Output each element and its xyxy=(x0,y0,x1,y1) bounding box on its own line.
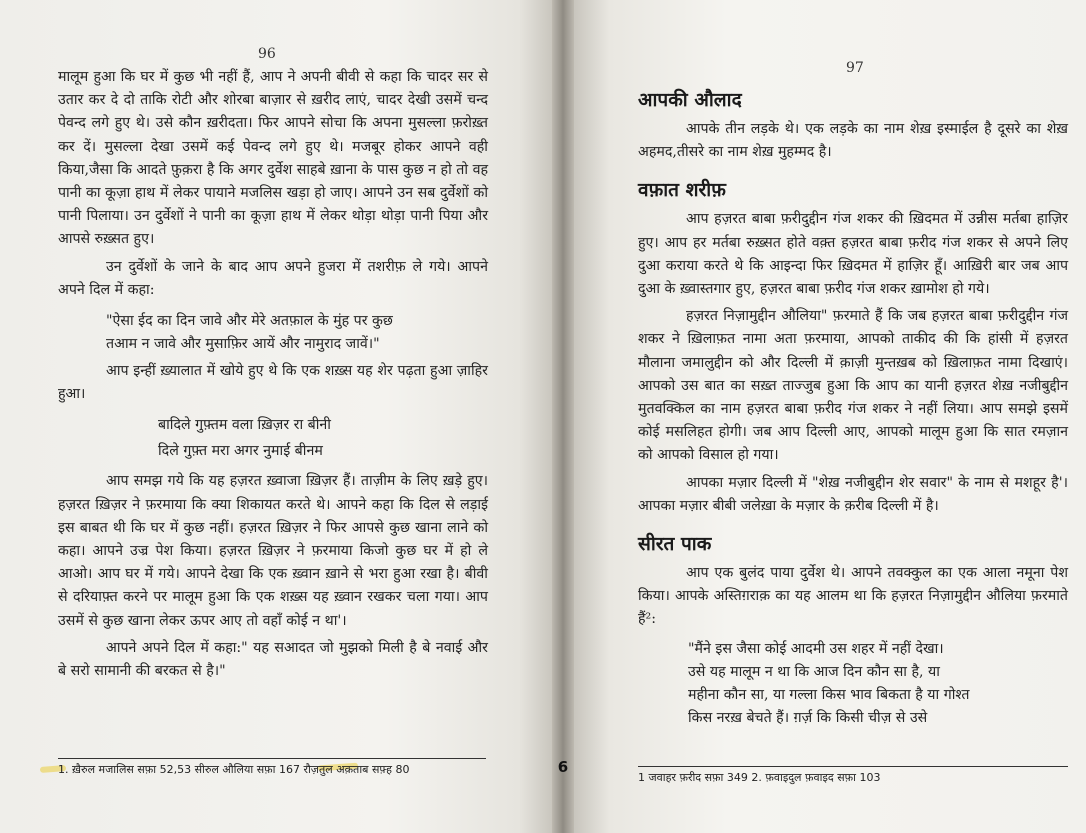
left-quote xyxy=(58,310,488,356)
death-paragraph-2: हज़रत निज़ामुद्दीन औलिया" फ़रमाते हैं कि जब हज़रत बाबा फ़रीदुद्दीन गंज शकर ने ख़िलाफ़त नामा अता फ़रमाया, आपको ताकीद की कि हांसी में हज़रत मौलाना जमालुद्दीन को और दिल्ली में क़ाज़ी मुन्तख़ब को ख़िलाफ़त नामा दिखाएं। आपको उस बात का सख़्त ताज्जुब हुआ कि आप का यानी हज़रत शेख़ नजीबुद्दीन मुतवक्किल का नाम हज़रत बाबा फ़रीद गंज शकर ने नहीं लिया। आप समझे इसमें कोई मसलिहत होगी। जब आप दिल्ली आए, आपको मालूम हुआ कि सात रमज़ान को आपको विसाल हो गया। xyxy=(638,308,1068,464)
section-heading-children: आपकी औलाद xyxy=(638,89,742,111)
left-quote-line: "ऐसा ईद का दिन जावे और मेरे अतफ़ाल के मुंह पर कुछ xyxy=(106,313,393,330)
section-heading-death: वफ़ात शरीफ़ xyxy=(638,179,726,202)
left-page-number: 96 xyxy=(258,46,276,62)
right-quote-line: किस नरख़ बेचते हैं। ग़र्ज़ कि किसी चीज़ से उसे xyxy=(688,709,928,726)
left-page-body xyxy=(58,66,488,683)
left-footnote-rule xyxy=(58,758,486,759)
right-quote-line: उसे यह मालूम न था कि आज दिन कौन सा है, या xyxy=(688,663,940,680)
signature-mark: 6 xyxy=(557,758,569,776)
death-paragraph-3: आपका मज़ार दिल्ली में "शेख़ नजीबुद्दीन शेर सवार" के नाम से मशहूर है'। आपका मज़ार बीबी जलेख़ा के मज़ार के क़रीब दिल्ली में है। xyxy=(638,474,1068,514)
section-heading-character: सीरत पाक xyxy=(638,533,712,556)
right-page-number: 97 xyxy=(846,60,864,76)
left-paragraph-3: आप समझ गये कि यह हज़रत ख़्वाजा ख़िज़र हैं। ताज़ीम के लिए ख़ड़े हुए। हज़रत ख़िज़र ने फ़रमाया कि क्या शिकायत करते थे। आपने कहा कि दिल से लड़ाई इस बाबत थी कि घर में कुछ नहीं। हज़रत ख़िज़र ने फिर आपसे कुछ खाना लाने को कहा। आपने उज्र पेश किया। हज़रत ख़िज़र ने फ़रमाया किजो कुछ घर में हो ले आओ। आप घर में गये। आपने देखा कि एक ख़्वान ख़ाने से भरा हुआ रखा है। बीवी से दरियाफ़्त करने पर मालूम हुआ कि एक शख़्स यह ख़्वान रखकर चला गया। आप उसमें से कुछ खाना लेकर ऊपर आए तो वहाँ कोई न था'। xyxy=(58,473,488,629)
children-paragraph: आपके तीन लड़के थे। एक लड़के का नाम शेख़ इस्माईल है दूसरे का शेख़ अहमद,तीसरे का नाम शेख़ मुहम्मद है। xyxy=(638,121,1068,161)
left-quote-line: तआम न जावे और मुसाफ़िर आयें और नामुराद जावें।" xyxy=(106,336,380,353)
left-paragraph-1: मालूम हुआ कि घर में कुछ भी नहीं हैं, आप ने अपनी बीवी से कहा कि चादर सर से उतार कर दे दो ताकि रोटी और शोरबा बाज़ार से ख़रीद लाएं, चादर देखी उसमें चन्द पेवन्द लगे हुए थे। उसे कौन ख़रीदता। फिर आपने सोचा कि अपना मुसल्ला फ़रोख़्त कर दें। मुसल्ला देखा उसमें कई पेवन्द लगे हुए थे। मजबूर होकर आपने वही किया,जैसा कि आदते फ़ुक़रा है कि अगर दुर्वेश साहबे ख़ाना के पास कुछ न हो तो वह पानी का कूज़ा हाथ में लेकर पायाने मजलिस खड़ा हो जाए। आपने उन सब दुर्वेशों को पानी पिलाया। उन दुर्वेशों ने पानी का कूज़ा हाथ में लेकर थोड़ा थोड़ा पानी पिया और आपसे रुख़्सत हुए। xyxy=(58,69,488,248)
left-footnote: 1. ख़ैरुल मजालिस सफ़ा 52,53 सीरुल औलिया सफ़ा 167 रौज़तुल अक़ताब सफ़्ह 80 xyxy=(58,763,410,776)
right-page xyxy=(574,0,1086,833)
book-gutter xyxy=(552,0,574,833)
right-quote-line: "मैंने इस जैसा कोई आदमी उस शहर में नहीं देखा। xyxy=(688,640,944,657)
death-paragraph-1: आप हज़रत बाबा फ़रीदुद्दीन गंज शकर की ख़िदमत में उन्नीस मर्तबा हाज़िर हुए। आप हर मर्तबा रुख़्सत होते वक़्त हज़रत बाबा फ़रीद गंज शकर से अपने लिए दुआ कराया करते थे कि आइन्दा फिर ख़िदमत में हाज़िर हूँ। आख़िरी बार जब आप दुआ के ख़्वास्तगार हुए, हज़रत बाबा फ़रीद गंज शकर ख़ामोश हो गये। xyxy=(638,211,1068,298)
character-paragraph: आप एक बुलंद पाया दुर्वेश थे। आपने तवक्कुल का एक आला नमूना पेश किया। आपके अस्तिग़राक़ का यह आलम था कि हज़रत निज़ामुद्दीन औलिया फ़रमाते हैं²: xyxy=(638,565,1068,628)
right-footnote: 1 जवाहर फ़रीद सफ़ा 349 2. फ़वाइदुल फ़वाइद सफ़ा 103 xyxy=(638,771,881,784)
couplet-line: बादिले गुफ़्तम वला ख़िज़र रा बीनी xyxy=(158,417,331,434)
left-paragraph-after-quote: आप इन्हीं ख़्यालात में खोये हुए थे कि एक शख़्स यह शेर पढ़ता हुआ ज़ाहिर हुआ। xyxy=(58,363,488,403)
right-footnote-rule xyxy=(638,766,1068,767)
couplet-line: दिले गुफ़्त मरा अगर नुमाई बीनम xyxy=(158,443,323,460)
right-quote xyxy=(638,638,1068,730)
persian-couplet xyxy=(58,412,488,464)
left-paragraph-2: उन दुर्वेशों के जाने के बाद आप अपने हुजरा में तशरीफ़ ले गये। आपने अपने दिल में कहा: xyxy=(58,258,488,298)
left-paragraph-4: आपने अपने दिल में कहा:" यह सआदत जो मुझको मिली है बे नवाई और बे सरो सामानी की बरकत से है।" xyxy=(58,639,488,680)
right-page-body xyxy=(638,84,1068,730)
right-quote-line: महीना कौन सा, या गल्ला किस भाव बिकता है या गोश्त xyxy=(688,686,970,703)
